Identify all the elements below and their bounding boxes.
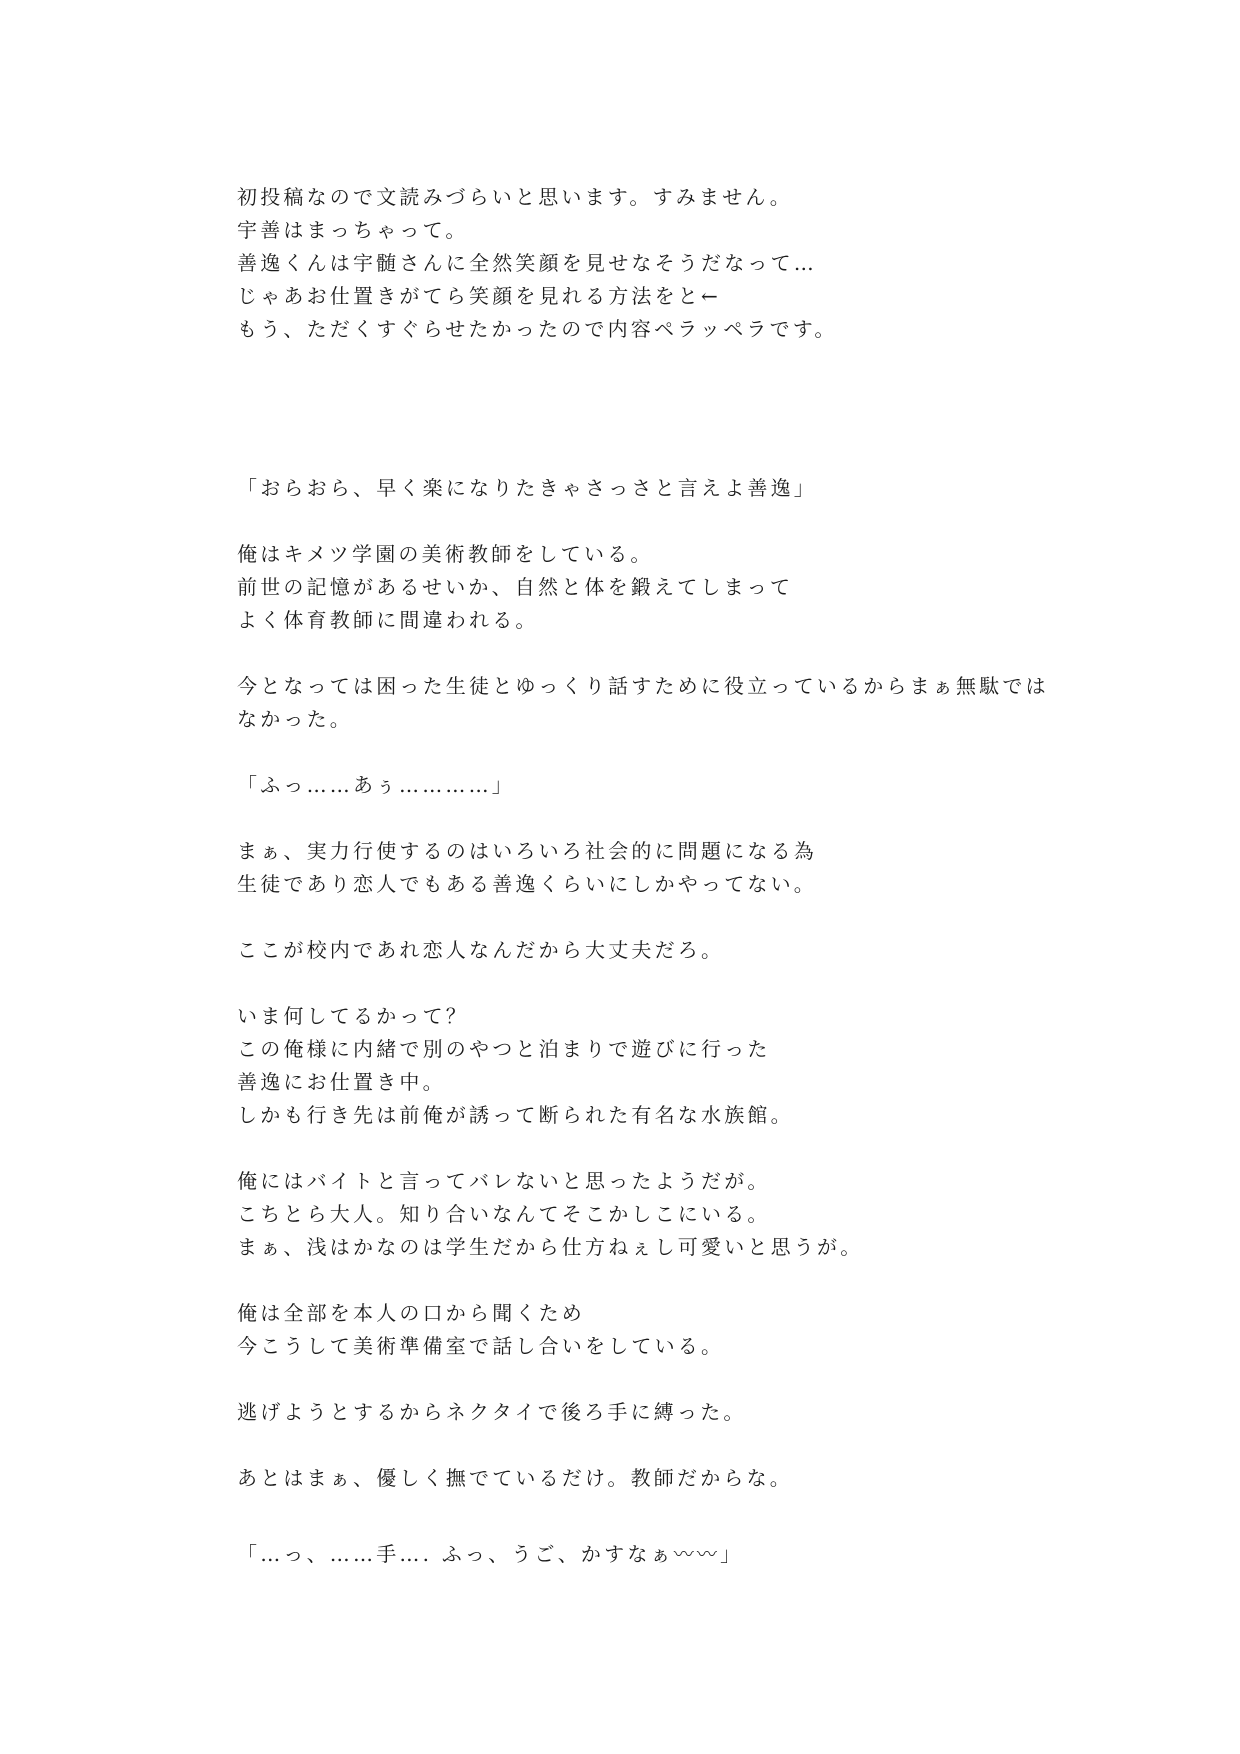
narration-line: こちとら大人。知り合いなんてそこかしこにいる。: [237, 1202, 771, 1226]
intro-line: 宇善はまっちゃって。: [237, 218, 469, 242]
dialogue-line: 「ふっ……あぅ…………」: [237, 773, 515, 797]
intro-line: もう、ただくすぐらせたかったので内容ペラッペラです。: [237, 317, 838, 341]
narration-line: 善逸にお仕置き中。: [237, 1070, 446, 1094]
narration-line: 生徒であり恋人でもある善逸くらいにしかやってない。: [237, 872, 817, 896]
narration-line: 今こうして美術準備室で話し合いをしている。: [237, 1334, 725, 1358]
narration-line: しかも行き先は前俺が誘って断られた有名な水族館。: [237, 1103, 794, 1127]
narration-line: まぁ、浅はかなのは学生だから仕方ねぇし可愛いと思うが。: [237, 1235, 864, 1259]
narration-line: いま何してるかって？: [237, 1004, 469, 1028]
dialogue-line: 「…っ、……手…. ふっ、うご、かすなぁ〰〰」: [237, 1542, 744, 1566]
narration-line: あとはまぁ、優しく撫でているだけ。教師だからな。: [237, 1466, 793, 1490]
intro-notes: [237, 181, 1057, 346]
story-body: [237, 472, 1057, 1571]
narration-line: ここが校内であれ恋人なんだから大丈夫だろ。: [237, 938, 725, 962]
intro-line: 善逸くんは宇髄さんに全然笑顔を見せなそうだなって…: [237, 251, 817, 275]
narration-line: 前世の記憶があるせいか、自然と体を鍛えてしまって: [237, 575, 794, 599]
narration-line: 俺は全部を本人の口から聞くため: [237, 1301, 585, 1325]
intro-line: 初投稿なので文読みづらいと思います。すみません。: [237, 185, 793, 209]
narration-line: 俺にはバイトと言ってバレないと思ったようだが。: [237, 1169, 771, 1193]
narration-line: 逃げようとするからネクタイで後ろ手に縛った。: [237, 1400, 747, 1424]
dialogue-line: 「おらおら、早く楽になりたきゃさっさと言えよ善逸」: [237, 476, 817, 500]
intro-line: じゃあお仕置きがてら笑顔を見れる方法をと←: [237, 284, 721, 308]
narration-line: 俺はキメツ学園の美術教師をしている。: [237, 542, 654, 566]
narration-line: この俺様に内緒で別のやつと泊まりで遊びに行った: [237, 1037, 771, 1061]
narration-line: よく体育教師に間違われる。: [237, 608, 539, 632]
narration-line: まぁ、実力行使するのはいろいろ社会的に問題になる為: [237, 839, 817, 863]
narration-line: 今となっては困った生徒とゆっくり話すために役立っているからまぁ無駄では: [237, 674, 1049, 698]
narration-line: なかった。: [237, 707, 353, 731]
